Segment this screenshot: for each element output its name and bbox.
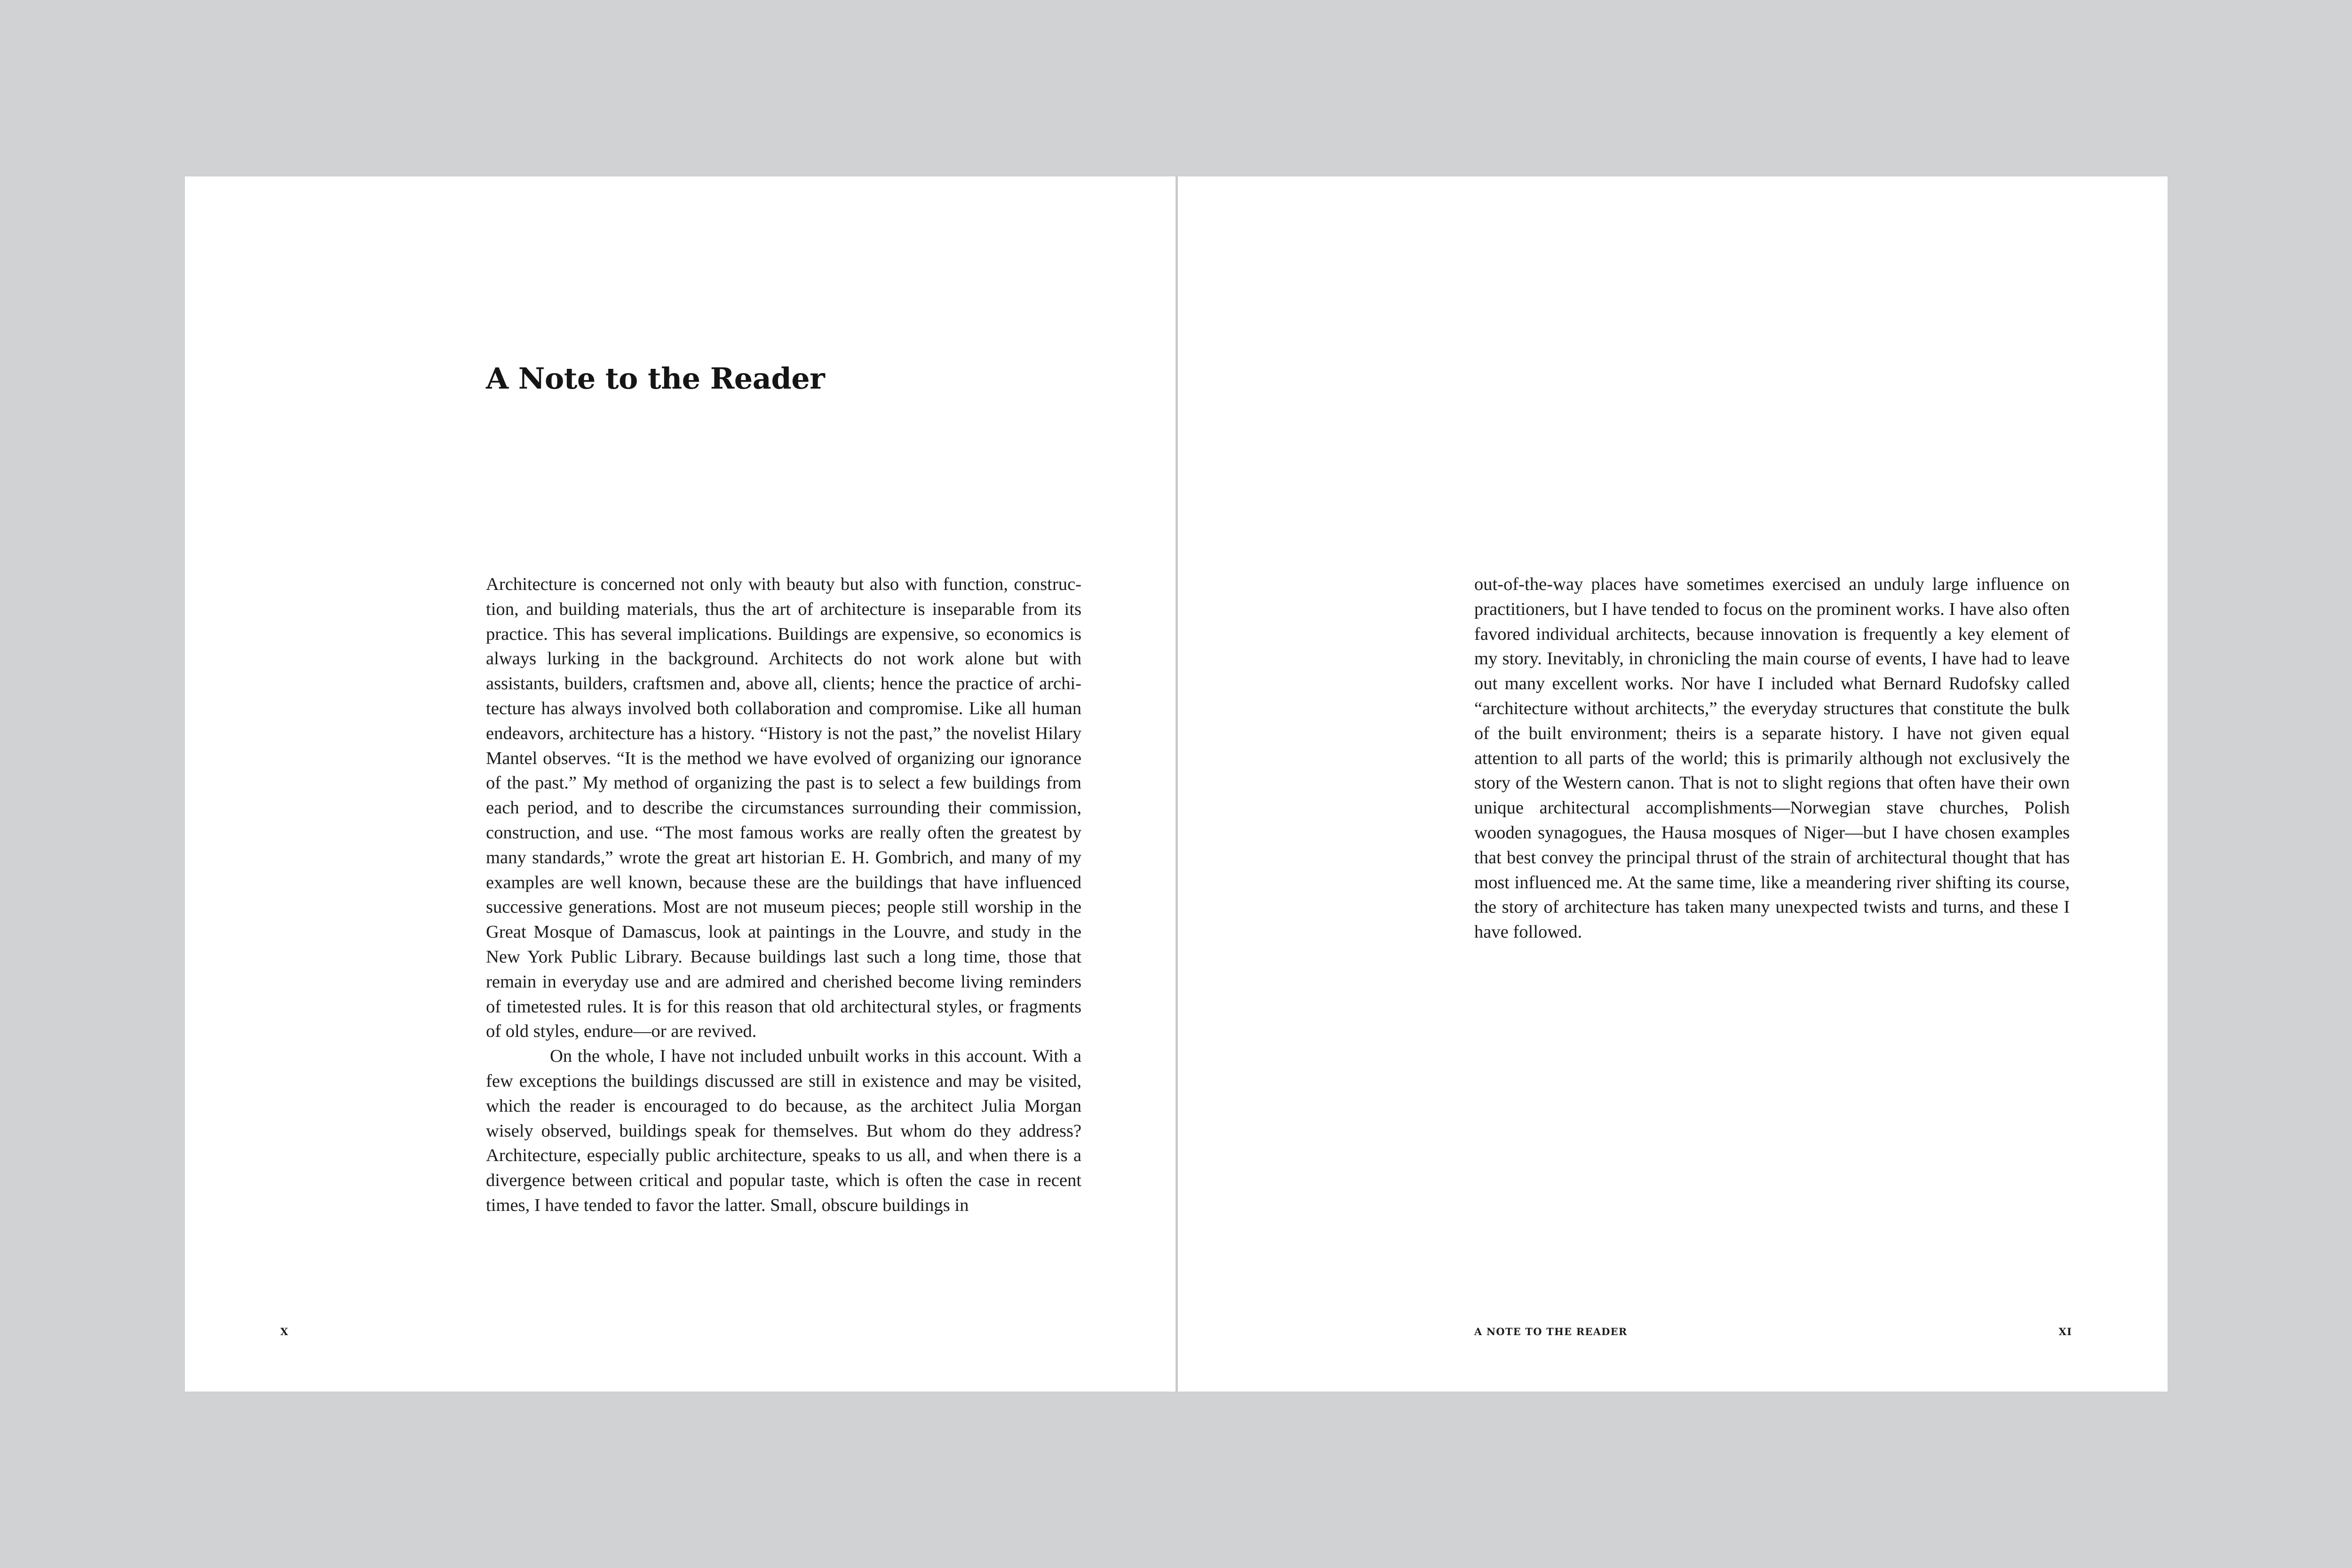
left-body-text [486, 572, 1081, 1218]
right-body-text [1474, 572, 2070, 945]
chapter-title: A Note to the Reader [486, 361, 825, 396]
page-number-right: XI [2058, 1326, 2072, 1337]
book-spread [185, 176, 2168, 1392]
paragraph: out-of-the-way places have sometimes exercised an unduly large influence on practitioners, but I have tended to focus on the prominent works. I have also often favored individual architects, because innovation is frequently a key element of my story. Inevitably, in chronicling the main course of events, I have had to leave out many excellent works. Nor have I included what Bernard Rudofsky called “architecture without architects,” the everyday structures that constitute the bulk of the built environment; theirs is a separate history. I have not given equal attention to all parts of the world; this is primarily although not exclusively the story of the Western canon. That is not to slight regions that often have their own unique architectural accomplishments—Norwegian stave churches, Polish wooden synagogues, the Hausa mosques of Niger—but I have chosen examples that best convey the principal thrust of the strain of architectural thought that has most influenced me. At the same time, like a meandering river shifting its course, the story of architecture has taken many unexpected twists and turns, and these I have followed. [1474, 574, 2070, 942]
left-page [185, 176, 1176, 1392]
right-page [1178, 176, 2168, 1392]
running-head: A NOTE TO THE READER [1474, 1326, 1628, 1337]
paragraph: On the whole, I have not included unbuilt works in this account. With a few exceptions the buildings discussed are still in existence and may be visited, which the reader is encouraged to do because, as the architect Julia Morgan wisely observed, buildings speak for themselves. But whom do they address? Architecture, especially public architecture, speaks to us all, and when there is a divergence between critical and popular taste, which is often the case in recent times, I have tended to favor the latter. Small, obscure buildings in [486, 1046, 1081, 1215]
paragraph: Architecture is concerned not only with beauty but also with function, construction, and building materials, thus the art of architecture is inseparable from its practice. This has several implications. Buildings are expensive, so economics is always lurking in the background. Architects do not work alone but with assistants, builders, craftsmen and, above all, clients; hence the practice of architecture has always involved both collaboration and compromise. Like all human endeavors, architecture has a history. “History is not the past,” the novelist Hilary Mantel observes. “It is the method we have evolved of organizing our ignorance of the past.” My method of organizing the past is to select a few buildings from each period, and to describe the circumstances surrounding their commission, construction, and use. “The most famous works are really often the greatest by many standards,” wrote the great art historian E. H. Gombrich, and many of my examples are well known, because these are the buildings that have influenced successive generations. Most are not museum pieces; people still worship in the Great Mosque of Damascus, look at paintings in the Louvre, and study in the New York Public Library. Because buildings last such a long time, those that remain in everyday use and are admired and cherished become living reminders of timetested rules. It is for this reason that old architectural styles, or fragments of old styles, endure—or are revived. [486, 574, 1081, 1042]
page-number-left: X [280, 1326, 289, 1337]
